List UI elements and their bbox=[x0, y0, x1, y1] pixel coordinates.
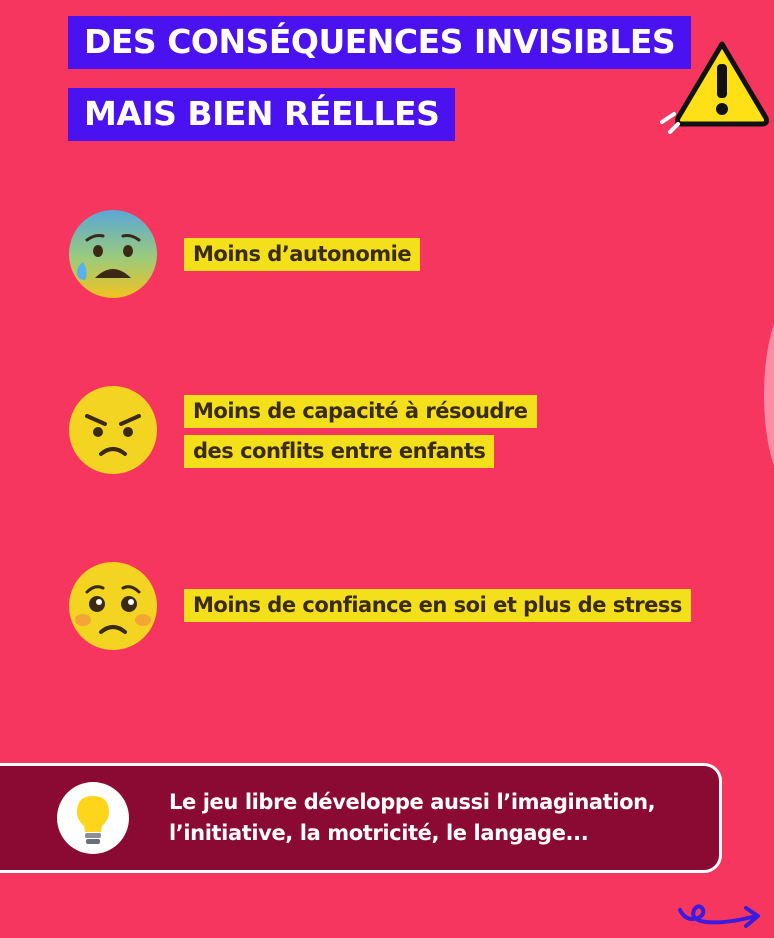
tip-line-1: Le jeu libre développe aussi l’imagination, bbox=[169, 790, 656, 814]
angry-face-icon bbox=[65, 382, 161, 478]
warning-icon bbox=[660, 34, 770, 134]
tip-line-2: l’initiative, la motricité, le langage... bbox=[169, 821, 589, 845]
title-line-1: DES CONSÉQUENCES INVISIBLES bbox=[68, 16, 691, 69]
tip-text bbox=[169, 787, 729, 849]
item-3-label: Moins de confiance en soi et plus de stress bbox=[184, 589, 691, 622]
item-2-label-line-1: Moins de capacité à résoudre bbox=[184, 395, 537, 428]
next-arrow-icon[interactable] bbox=[676, 896, 766, 932]
item-2-label-line-2: des conflits entre enfants bbox=[184, 435, 494, 468]
decorative-arc bbox=[764, 300, 774, 490]
title-line-2: MAIS BIEN RÉELLES bbox=[68, 88, 455, 141]
anxious-sweat-face-icon bbox=[65, 206, 161, 302]
lightbulb-icon bbox=[57, 782, 129, 854]
worried-face-icon bbox=[65, 558, 161, 654]
item-1-label: Moins d’autonomie bbox=[184, 238, 420, 271]
